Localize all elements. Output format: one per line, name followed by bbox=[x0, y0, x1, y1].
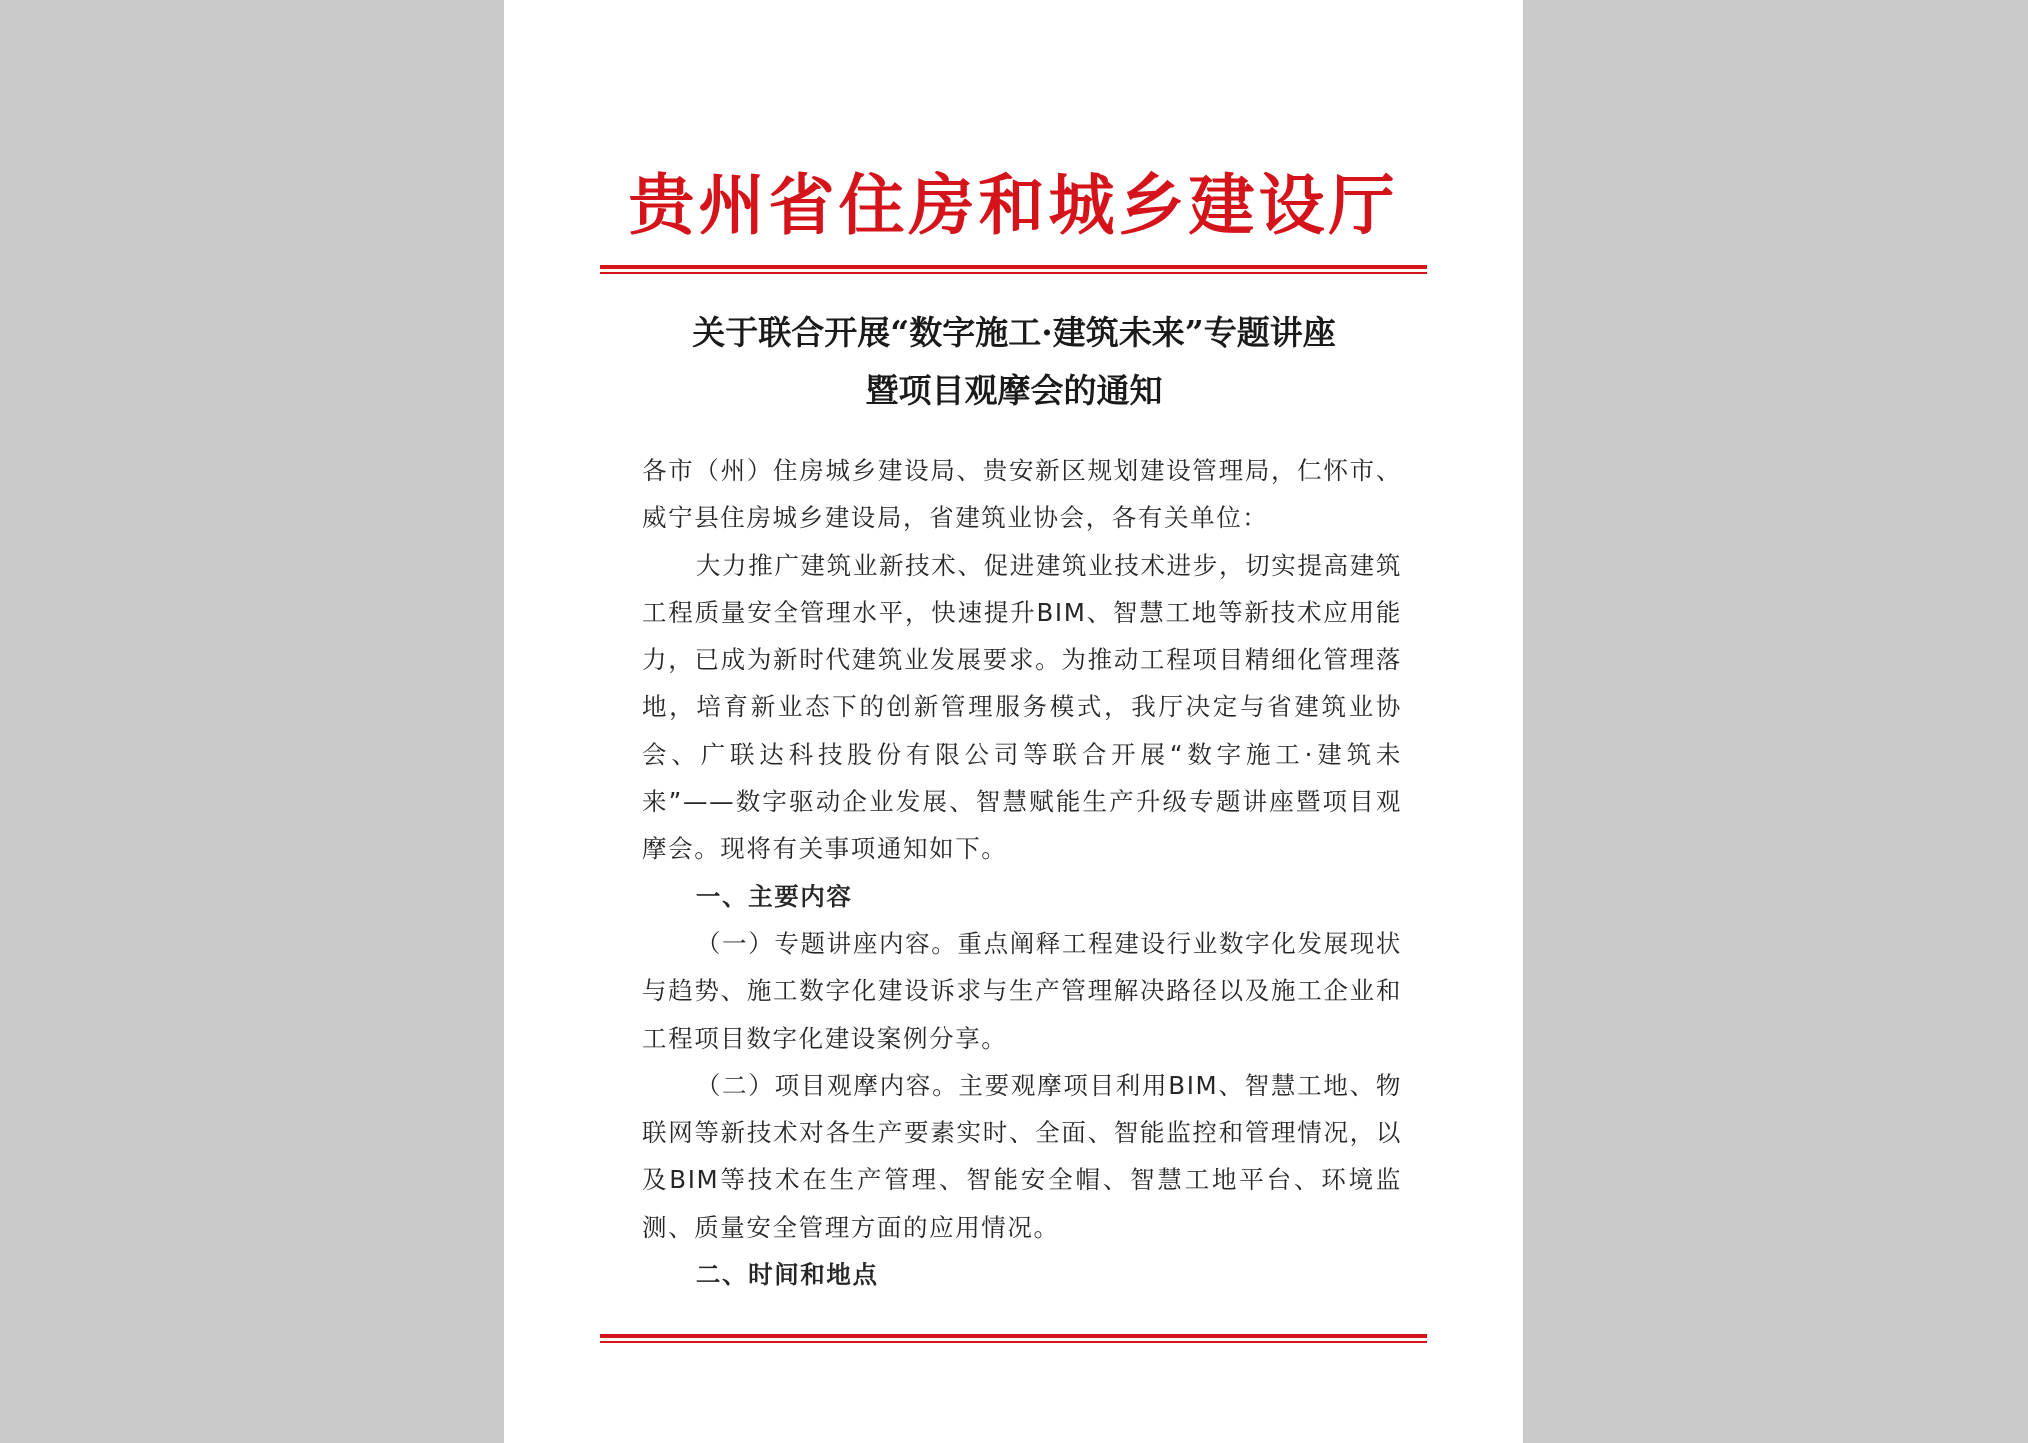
letterhead-rule-thick bbox=[600, 265, 1427, 269]
document-title-line2: 暨项目观摩会的通知 bbox=[865, 371, 1163, 410]
letterhead-rule-thin bbox=[600, 272, 1427, 274]
recipients-paragraph: 各市（州）住房城乡建设局、贵安新区规划建设管理局，仁怀市、威宁县住房城乡建设局，省建筑业协会，各有关单位： bbox=[642, 456, 1402, 533]
document-page bbox=[504, 0, 1523, 1443]
section2-heading: 二、时间和地点 bbox=[695, 1260, 879, 1290]
section1-item1: （一）专题讲座内容。重点阐释工程建设行业数字化发展现状与趋势、施工数字化建设诉求与生产管理解决路径以及施工企业和工程项目数字化建设案例分享。 bbox=[642, 928, 1402, 1053]
document-body bbox=[642, 447, 1402, 1298]
footer-rule-thick bbox=[600, 1334, 1427, 1338]
section1-heading: 一、主要内容 bbox=[695, 881, 853, 911]
section1-item2: （二）项目观摩内容。主要观摩项目利用BIM、智慧工地、物联网等新技术对各生产要素实时、全面、智能监控和管理情况，以及BIM等技术在生产管理、智能安全帽、智慧工地平台、环境监测、质量安全管理方面的应用情况。 bbox=[642, 1070, 1402, 1242]
document-title-line1: 关于联合开展“数字施工·建筑未来”专题讲座 bbox=[692, 313, 1336, 352]
intro-paragraph: 大力推广建筑业新技术、促进建筑业技术进步，切实提高建筑工程质量安全管理水平，快速提升BIM、智慧工地等新技术应用能力，已成为新时代建筑业发展要求。为推动工程项目精细化管理落地，培育新业态下的创新管理服务模式，我厅决定与省建筑业协会、广联达科技股份有限公司等联合开展“数字施工·建筑未来”——数字驱动企业发展、智慧赋能生产升级专题讲座暨项目观摩会。现将有关事项通知如下。 bbox=[642, 550, 1402, 864]
letterhead-title: 贵州省住房和城乡建设厅 bbox=[628, 166, 1399, 244]
footer-rule-thin bbox=[600, 1341, 1427, 1343]
